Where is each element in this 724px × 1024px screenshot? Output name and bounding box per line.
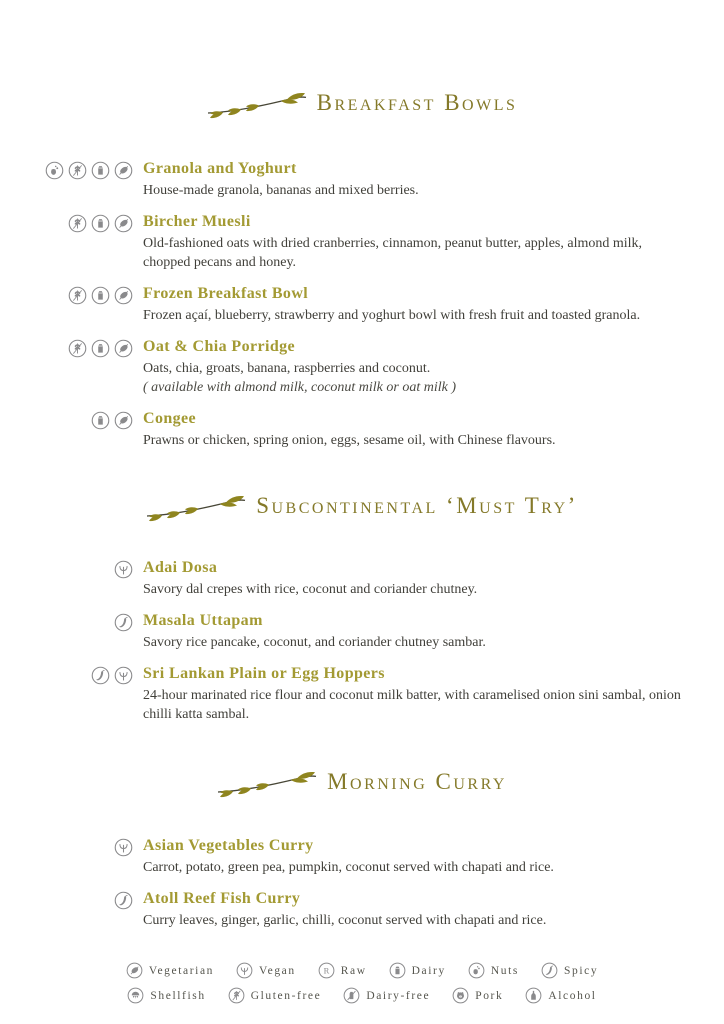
branch-icon [217, 771, 317, 799]
item-title: Masala Uttapam [143, 612, 263, 630]
item-text [143, 559, 477, 599]
dairy-icon [389, 962, 406, 979]
legend-entry [318, 962, 367, 979]
menu-item [41, 213, 724, 272]
legend-entry [228, 987, 322, 1004]
item-text [143, 410, 556, 450]
item-description: Prawns or chicken, spring onion, eggs, sesame oil, with Chinese flavours. [143, 433, 556, 449]
item-dietary-icons [41, 837, 133, 877]
item-title: Sri Lankan Plain or Egg Hoppers [143, 665, 385, 683]
item-text [143, 338, 456, 397]
item-dietary-icons [41, 338, 133, 397]
item-text [143, 285, 640, 325]
item-title: Adai Dosa [143, 559, 218, 577]
legend-row [0, 987, 724, 1004]
dairy-icon [91, 286, 110, 305]
item-description: Curry leaves, ginger, garlic, chilli, coconut served with chapati and rice. [143, 913, 547, 929]
vegetarian-icon [114, 286, 133, 305]
svg-text:R: R [323, 965, 330, 976]
vegan-icon [114, 560, 133, 579]
menu-item [41, 559, 724, 599]
pork-icon [452, 987, 469, 1004]
legend-entry [452, 987, 503, 1004]
legend-label: Dairy [411, 964, 446, 977]
legend-label: Dairy-free [366, 989, 431, 1002]
item-title: Atoll Reef Fish Curry [143, 890, 301, 908]
item-title: Congee [143, 410, 197, 428]
legend-label: Gluten-free [250, 989, 322, 1002]
legend-label: Vegan [259, 964, 296, 977]
item-description: Carrot, potato, green pea, pumpkin, coconut served with chapati and rice. [143, 860, 554, 876]
item-dietary-icons [41, 160, 133, 200]
legend-label: Vegetarian [148, 964, 214, 977]
item-dietary-icons [41, 665, 133, 724]
item-text [143, 160, 419, 200]
gluten-free-icon [68, 286, 87, 305]
legend-label: Pork [475, 989, 504, 1002]
item-description: Old-fashioned oats with dried cranberries, cinnamon, peanut butter, apples, almond milk, chopped pecans and honey. [143, 236, 643, 271]
item-dietary-icons [41, 612, 133, 652]
legend-label: Raw [340, 964, 367, 977]
nuts-icon [45, 161, 64, 180]
item-title: Frozen Breakfast Bowl [143, 285, 309, 303]
gluten-free-icon [68, 161, 87, 180]
section-title: Subcontinental ‘Must Try’ [256, 493, 578, 519]
spicy-icon [114, 891, 133, 910]
legend-entry [126, 962, 214, 979]
item-dietary-icons [41, 285, 133, 325]
item-text [143, 837, 554, 877]
vegan-icon [236, 962, 253, 979]
legend-entry [127, 987, 205, 1004]
legend-label: Shellfish [150, 989, 206, 1002]
section-items [41, 559, 724, 724]
legend-entry [468, 962, 519, 979]
item-dietary-icons [41, 890, 133, 930]
section-header [0, 463, 724, 523]
menu-item [41, 890, 724, 930]
menu-item [41, 837, 724, 877]
item-text [143, 665, 688, 724]
item-title: Oat & Chia Porridge [143, 338, 296, 356]
section-header [0, 737, 724, 799]
spicy-icon [114, 613, 133, 632]
dairy-icon [91, 411, 110, 430]
item-description: 24-hour marinated rice flour and coconut milk batter, with caramelised onion sini sambal, onion chilli katta sambal. [143, 688, 681, 723]
gluten-free-icon [228, 987, 245, 1004]
menu-item [41, 612, 724, 652]
legend-label: Alcohol [548, 989, 597, 1002]
legend-entry [389, 962, 446, 979]
menu-item [41, 160, 724, 200]
vegetarian-icon [114, 411, 133, 430]
section-items [41, 160, 724, 450]
item-description: Savory rice pancake, coconut, and coriander chutney sambar. [143, 635, 486, 651]
section-items [41, 837, 724, 930]
branch-icon [207, 92, 307, 120]
item-title: Asian Vegetables Curry [143, 837, 314, 855]
branch-icon [146, 495, 246, 523]
vegan-icon [114, 666, 133, 685]
legend-entry [343, 987, 430, 1004]
vegetarian-icon [114, 339, 133, 358]
item-description: House-made granola, bananas and mixed berries. [143, 183, 419, 198]
dairy-free-icon [343, 987, 360, 1004]
item-description: Oats, chia, groats, banana, raspberries and coconut. [143, 361, 431, 377]
dairy-icon [91, 161, 110, 180]
vegetarian-icon [114, 161, 133, 180]
legend-entry [541, 962, 598, 979]
menu-section [0, 737, 724, 930]
section-title: Breakfast Bowls [316, 90, 518, 115]
item-dietary-icons [41, 213, 133, 272]
section-title: Morning Curry [327, 769, 507, 795]
item-title: Granola and Yoghurt [143, 160, 297, 177]
item-dietary-icons [41, 410, 133, 450]
dairy-icon [91, 339, 110, 358]
spicy-icon [541, 962, 558, 979]
legend-entry [236, 962, 296, 979]
vegetarian-icon [114, 214, 133, 233]
item-note: ( available with almond milk, coconut milk or oat milk ) [143, 380, 457, 396]
legend-label: Spicy [563, 964, 599, 977]
raw-icon [318, 962, 335, 979]
legend-entry [525, 987, 596, 1004]
dairy-icon [91, 214, 110, 233]
item-text [143, 612, 486, 652]
nuts-icon [468, 962, 485, 979]
menu-item [41, 665, 724, 724]
item-description: Frozen açaí, blueberry, strawberry and yoghurt bowl with fresh fruit and toasted granola. [143, 308, 641, 324]
menu-item [41, 285, 724, 325]
spicy-icon [91, 666, 110, 685]
item-text [143, 213, 688, 272]
item-text [143, 890, 546, 930]
menu-section [0, 0, 724, 450]
vegetarian-icon [126, 962, 143, 979]
item-dietary-icons [41, 559, 133, 599]
legend-row [0, 962, 724, 979]
shellfish-icon [127, 987, 144, 1004]
item-description: Savory dal crepes with rice, coconut and coriander chutney. [143, 582, 478, 598]
menu-section [0, 463, 724, 724]
menu-item [41, 338, 724, 397]
legend-label: Nuts [490, 964, 519, 977]
alcohol-icon [525, 987, 542, 1004]
gluten-free-icon [68, 214, 87, 233]
gluten-free-icon [68, 339, 87, 358]
item-title: Bircher Muesli [143, 213, 251, 231]
menu-item [41, 410, 724, 450]
section-header [0, 0, 724, 120]
vegan-icon [114, 838, 133, 857]
dietary-legend [0, 954, 724, 1004]
